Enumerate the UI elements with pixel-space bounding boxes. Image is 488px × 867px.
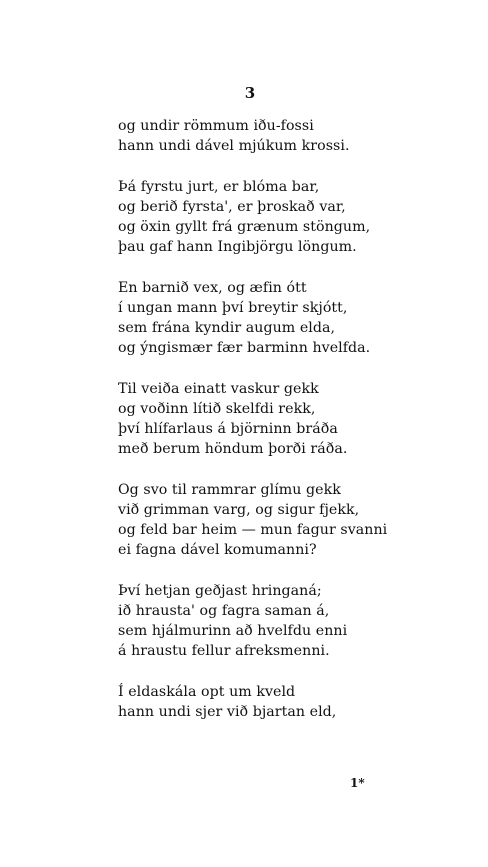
poem-line: og voðinn lítið skelfdi rekk, — [118, 401, 316, 417]
printer-signature: 1* — [350, 776, 365, 790]
poem-line: og undir römmum iðu-fossi — [118, 118, 314, 134]
poem-line: sem hjálmurinn að hvelfdu enni — [118, 623, 348, 639]
poem-line: Þá fyrstu jurt, er blóma bar, — [118, 179, 320, 195]
stanza-7 — [118, 682, 438, 722]
poem-line: sem frána kyndir augum elda, — [118, 320, 336, 336]
poem-line: hann undi sjer við bjartan eld, — [118, 704, 337, 720]
stanza-6 — [118, 581, 438, 661]
stanza-4 — [118, 379, 438, 459]
stanza-3 — [118, 278, 438, 358]
poem-line: og öxin gyllt frá grænum stöngum, — [118, 219, 371, 235]
poem-line: En barnið vex, og æfin ótt — [118, 280, 307, 296]
poem-line: í ungan mann því breytir skjótt, — [118, 300, 348, 316]
poem-line: og ýngismær fær barminn hvelfda. — [118, 340, 371, 356]
poem-line: því hlífarlaus á björninn bráða — [118, 421, 338, 437]
poem-line: með berum höndum þorði ráða. — [118, 441, 348, 457]
poem-line: ið hrausta' og fagra saman á, — [118, 603, 330, 619]
poem-line: þau gaf hann Ingibjörgu löngum. — [118, 239, 357, 255]
poem-line: Í eldaskála opt um kveld — [118, 684, 296, 700]
poem-line: á hraustu fellur afreksmenni. — [118, 643, 330, 659]
poem-line: hann undi dável mjúkum krossi. — [118, 138, 350, 154]
poem-line: ei fagna dável komumanni? — [118, 542, 317, 558]
poem-line: og berið fyrsta', er þroskað var, — [118, 199, 346, 215]
poem-line: Því hetjan geðjast hringaná; — [118, 583, 322, 599]
poem-line: og feld bar heim — mun fagur svanni — [118, 522, 388, 538]
poem — [118, 116, 438, 743]
poem-line: Og svo til rammrar glímu gekk — [118, 482, 341, 498]
stanza-5 — [118, 480, 438, 560]
page-number: 3 — [244, 84, 256, 102]
stanza-2 — [118, 177, 438, 257]
poem-line: Til veiða einatt vaskur gekk — [118, 381, 319, 397]
stanza-1 — [118, 116, 438, 156]
poem-line: við grimman varg, og sigur fjekk, — [118, 502, 360, 518]
